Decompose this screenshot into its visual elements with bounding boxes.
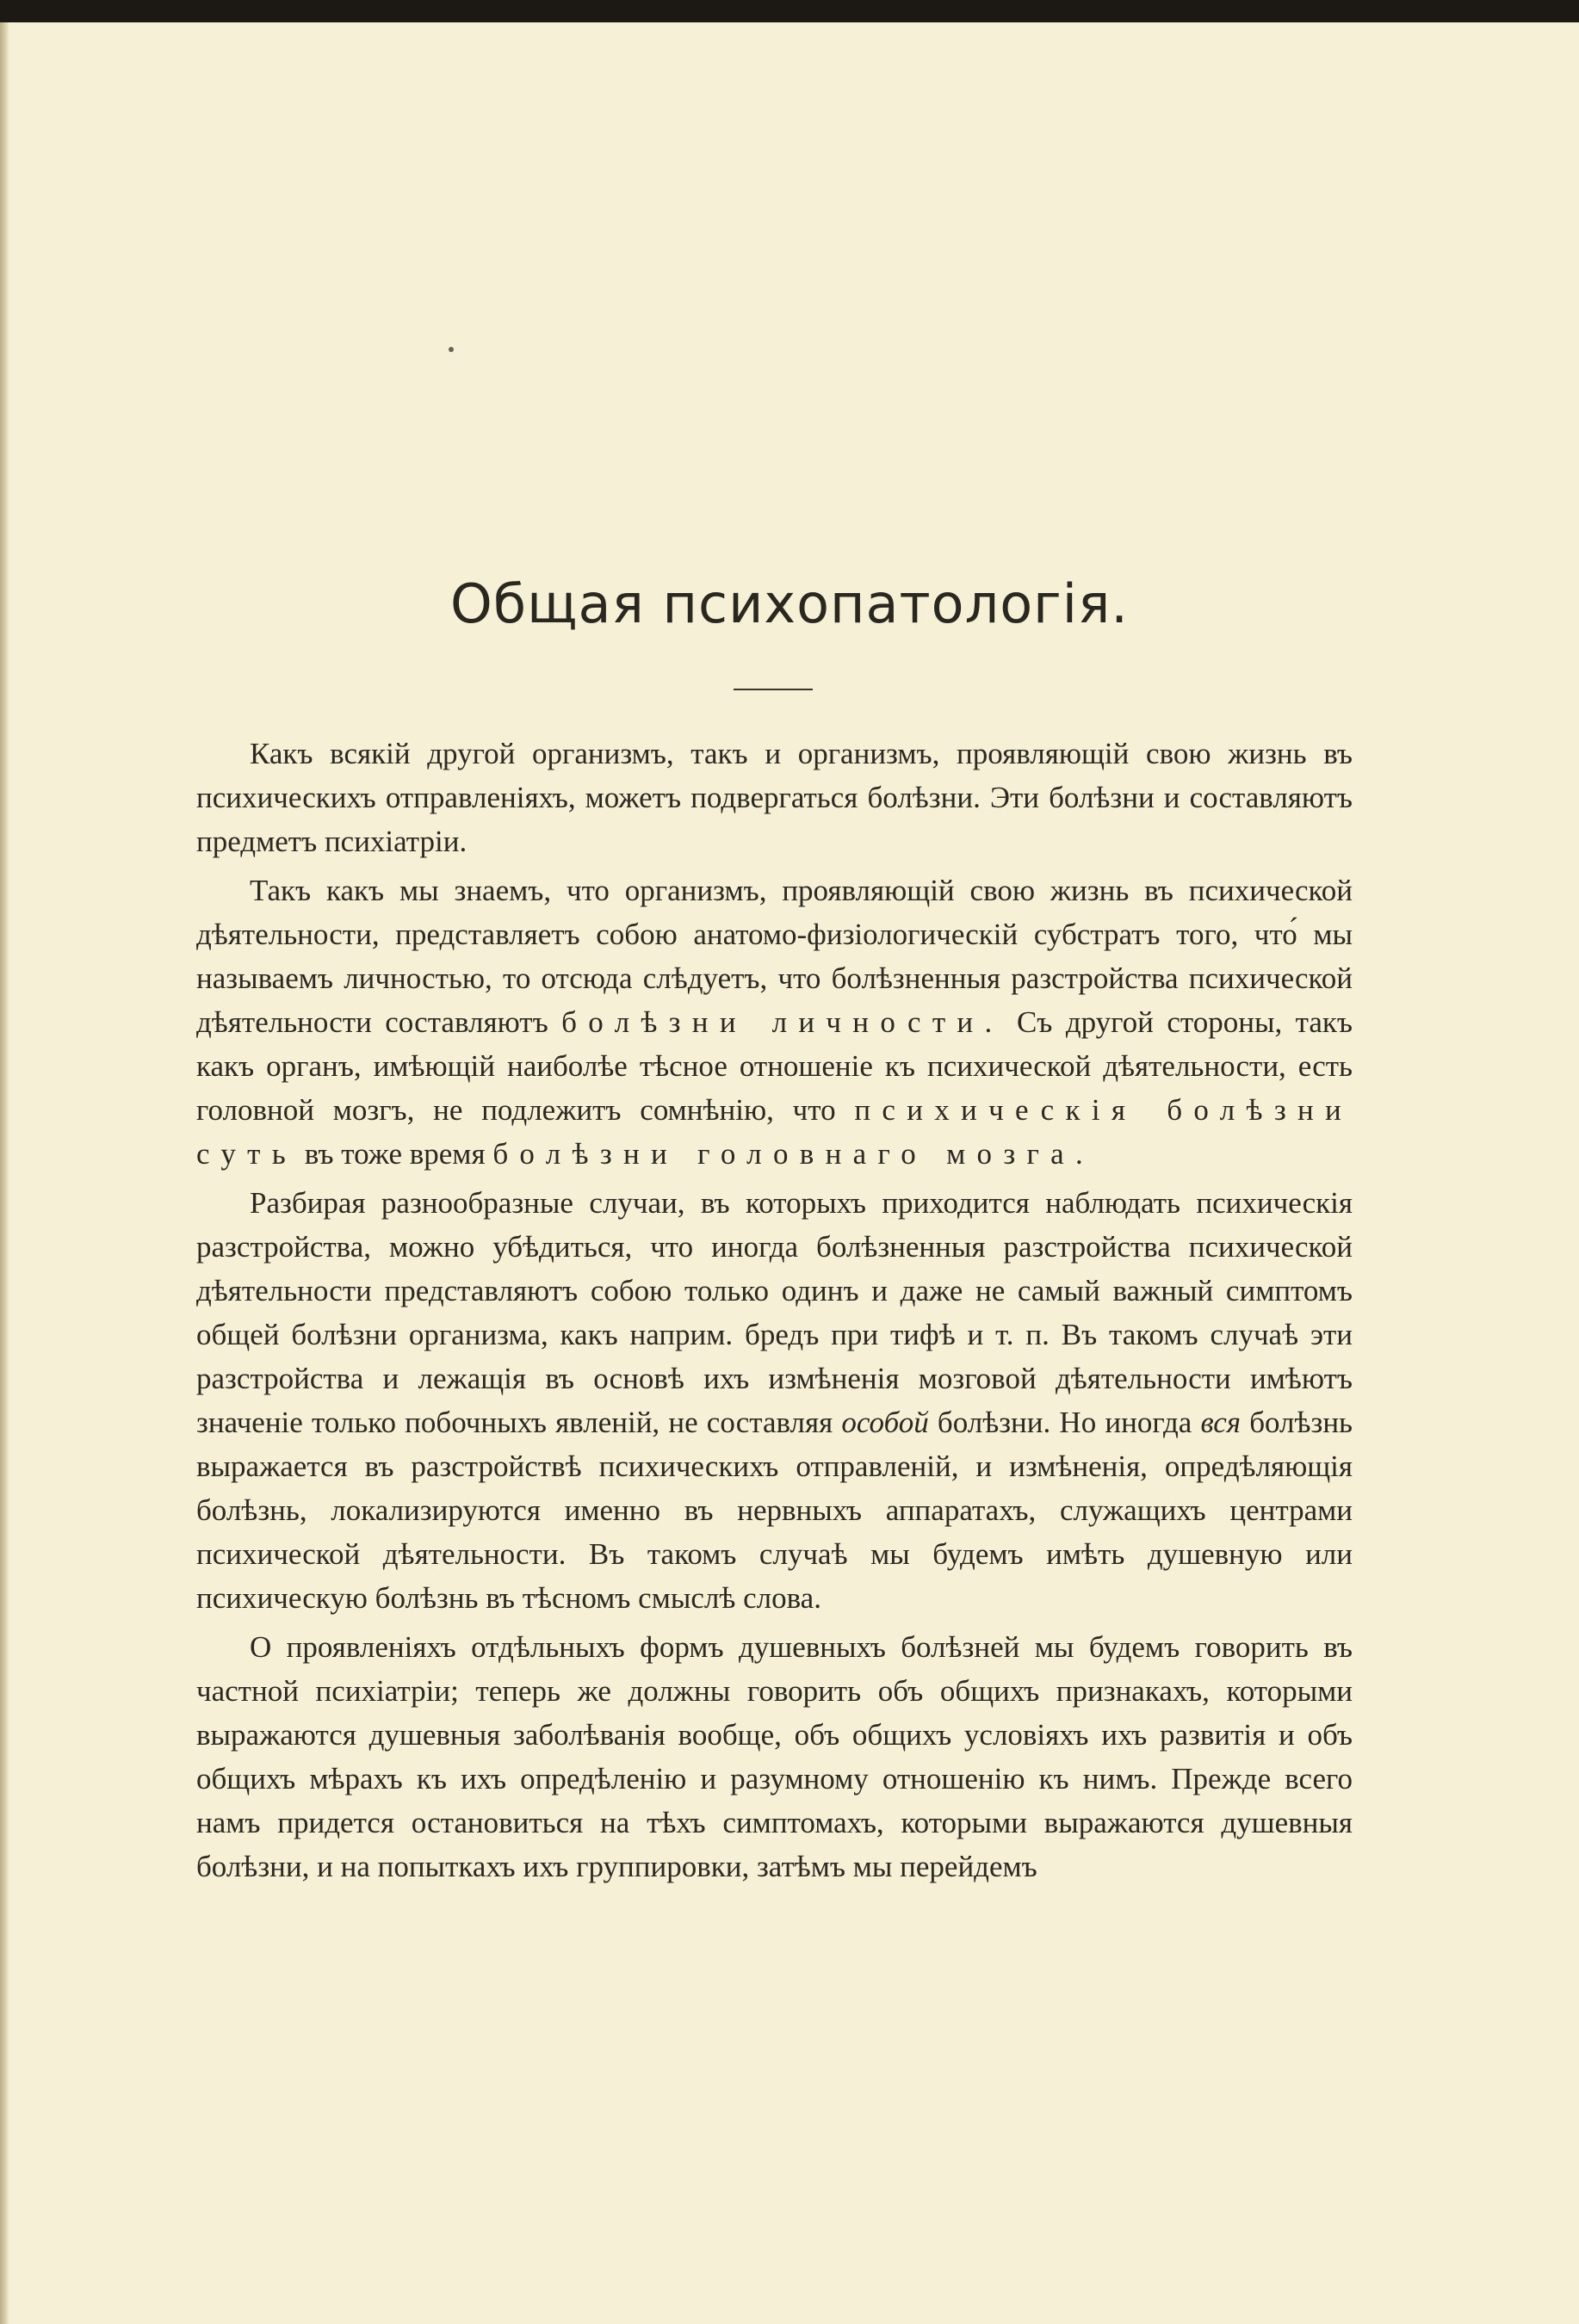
emphasis-italic-1: особой xyxy=(841,1406,929,1439)
body-text xyxy=(196,732,1353,1894)
paragraph-2-part-2: Съ другой стороны, такъ какъ органъ, имѣющій наиболѣе тѣсное отношеніе къ психической дѣятельности, есть головной мозгъ, не подлежитъ сомнѣнію, что xyxy=(196,1005,1353,1127)
ink-speck xyxy=(449,347,454,352)
title-divider xyxy=(734,689,813,690)
emphasis-spaced-2: психическія болѣзни суть xyxy=(196,1093,1353,1171)
paragraph-3-part-2: болѣзни. Но иногда xyxy=(937,1406,1192,1439)
page-binding-shadow xyxy=(0,22,9,2324)
paragraph-2-part-3: въ тоже время xyxy=(304,1137,486,1171)
paragraph-3-part-1: Разбирая разнообразные случаи, въ которыхъ приходится наблюдать психическія разстройства, можно убѣдиться, что иногда болѣзненныя разстройства психической дѣятельности представляютъ собою только одинъ и даже не самый важный симптомъ общей болѣзни организма, какъ наприм. бредъ при тифѣ и т. п. Въ такомъ случаѣ эти разстройства и лежащія въ основѣ ихъ измѣненія мозговой дѣятельности имѣютъ значеніе только побочныхъ явленій, не составляя xyxy=(196,1186,1353,1439)
paragraph-4: О проявленіяхъ отдѣльныхъ формъ душевныхъ болѣзней мы будемъ говорить въ частной психіатріи; теперь же должны говорить объ общихъ признакахъ, которыми выражаются душевныя заболѣванія вообще, объ общихъ условіяхъ ихъ развитія и объ общихъ мѣрахъ къ ихъ опредѣленію и разумному отношенію къ нимъ. Прежде всего намъ придется остановиться на тѣхъ симптомахъ, которыми выражаются душевныя болѣзни, и на попыткахъ ихъ группировки, затѣмъ мы перейдемъ xyxy=(196,1630,1353,1883)
scan-top-edge xyxy=(0,0,1579,22)
emphasis-italic-2: вся xyxy=(1200,1406,1242,1439)
paragraph-1: Какъ всякій другой организмъ, такъ и организмъ, проявляющій свою жизнь въ психическихъ отправленіяхъ, можетъ подвергаться болѣзни. Эти болѣзни и составляютъ предметъ психіатріи. xyxy=(196,737,1353,858)
emphasis-spaced-3: болѣзни головнаго мозга. xyxy=(492,1137,1094,1171)
paragraph-2-part-1: Такъ какъ мы знаемъ, что организмъ, проявляющій свою жизнь въ психической дѣятельности, представляетъ собою анатомо-физіологическій субстратъ того, что́ мы называемъ личностью, то отсюда слѣдуетъ, что болѣзненныя разстройства психической дѣятельности составляютъ xyxy=(196,874,1353,1039)
chapter-title: Общая психопатологія. xyxy=(450,572,1129,635)
paragraph-3 xyxy=(196,1181,1353,1620)
emphasis-spaced-1: болѣзни личности. xyxy=(561,1005,1004,1039)
paragraph-2 xyxy=(196,868,1353,1176)
paragraph-3-part-3: болѣзнь выражается въ разстройствѣ психическихъ отправленій, и измѣненія, опредѣляющія болѣзнь, локализируются именно въ нервныхъ аппаратахъ, служащихъ центрами психической дѣятельности. Въ такомъ случаѣ мы будемъ имѣть душевную или психическую болѣзнь въ тѣсномъ смыслѣ слова. xyxy=(196,1406,1353,1615)
